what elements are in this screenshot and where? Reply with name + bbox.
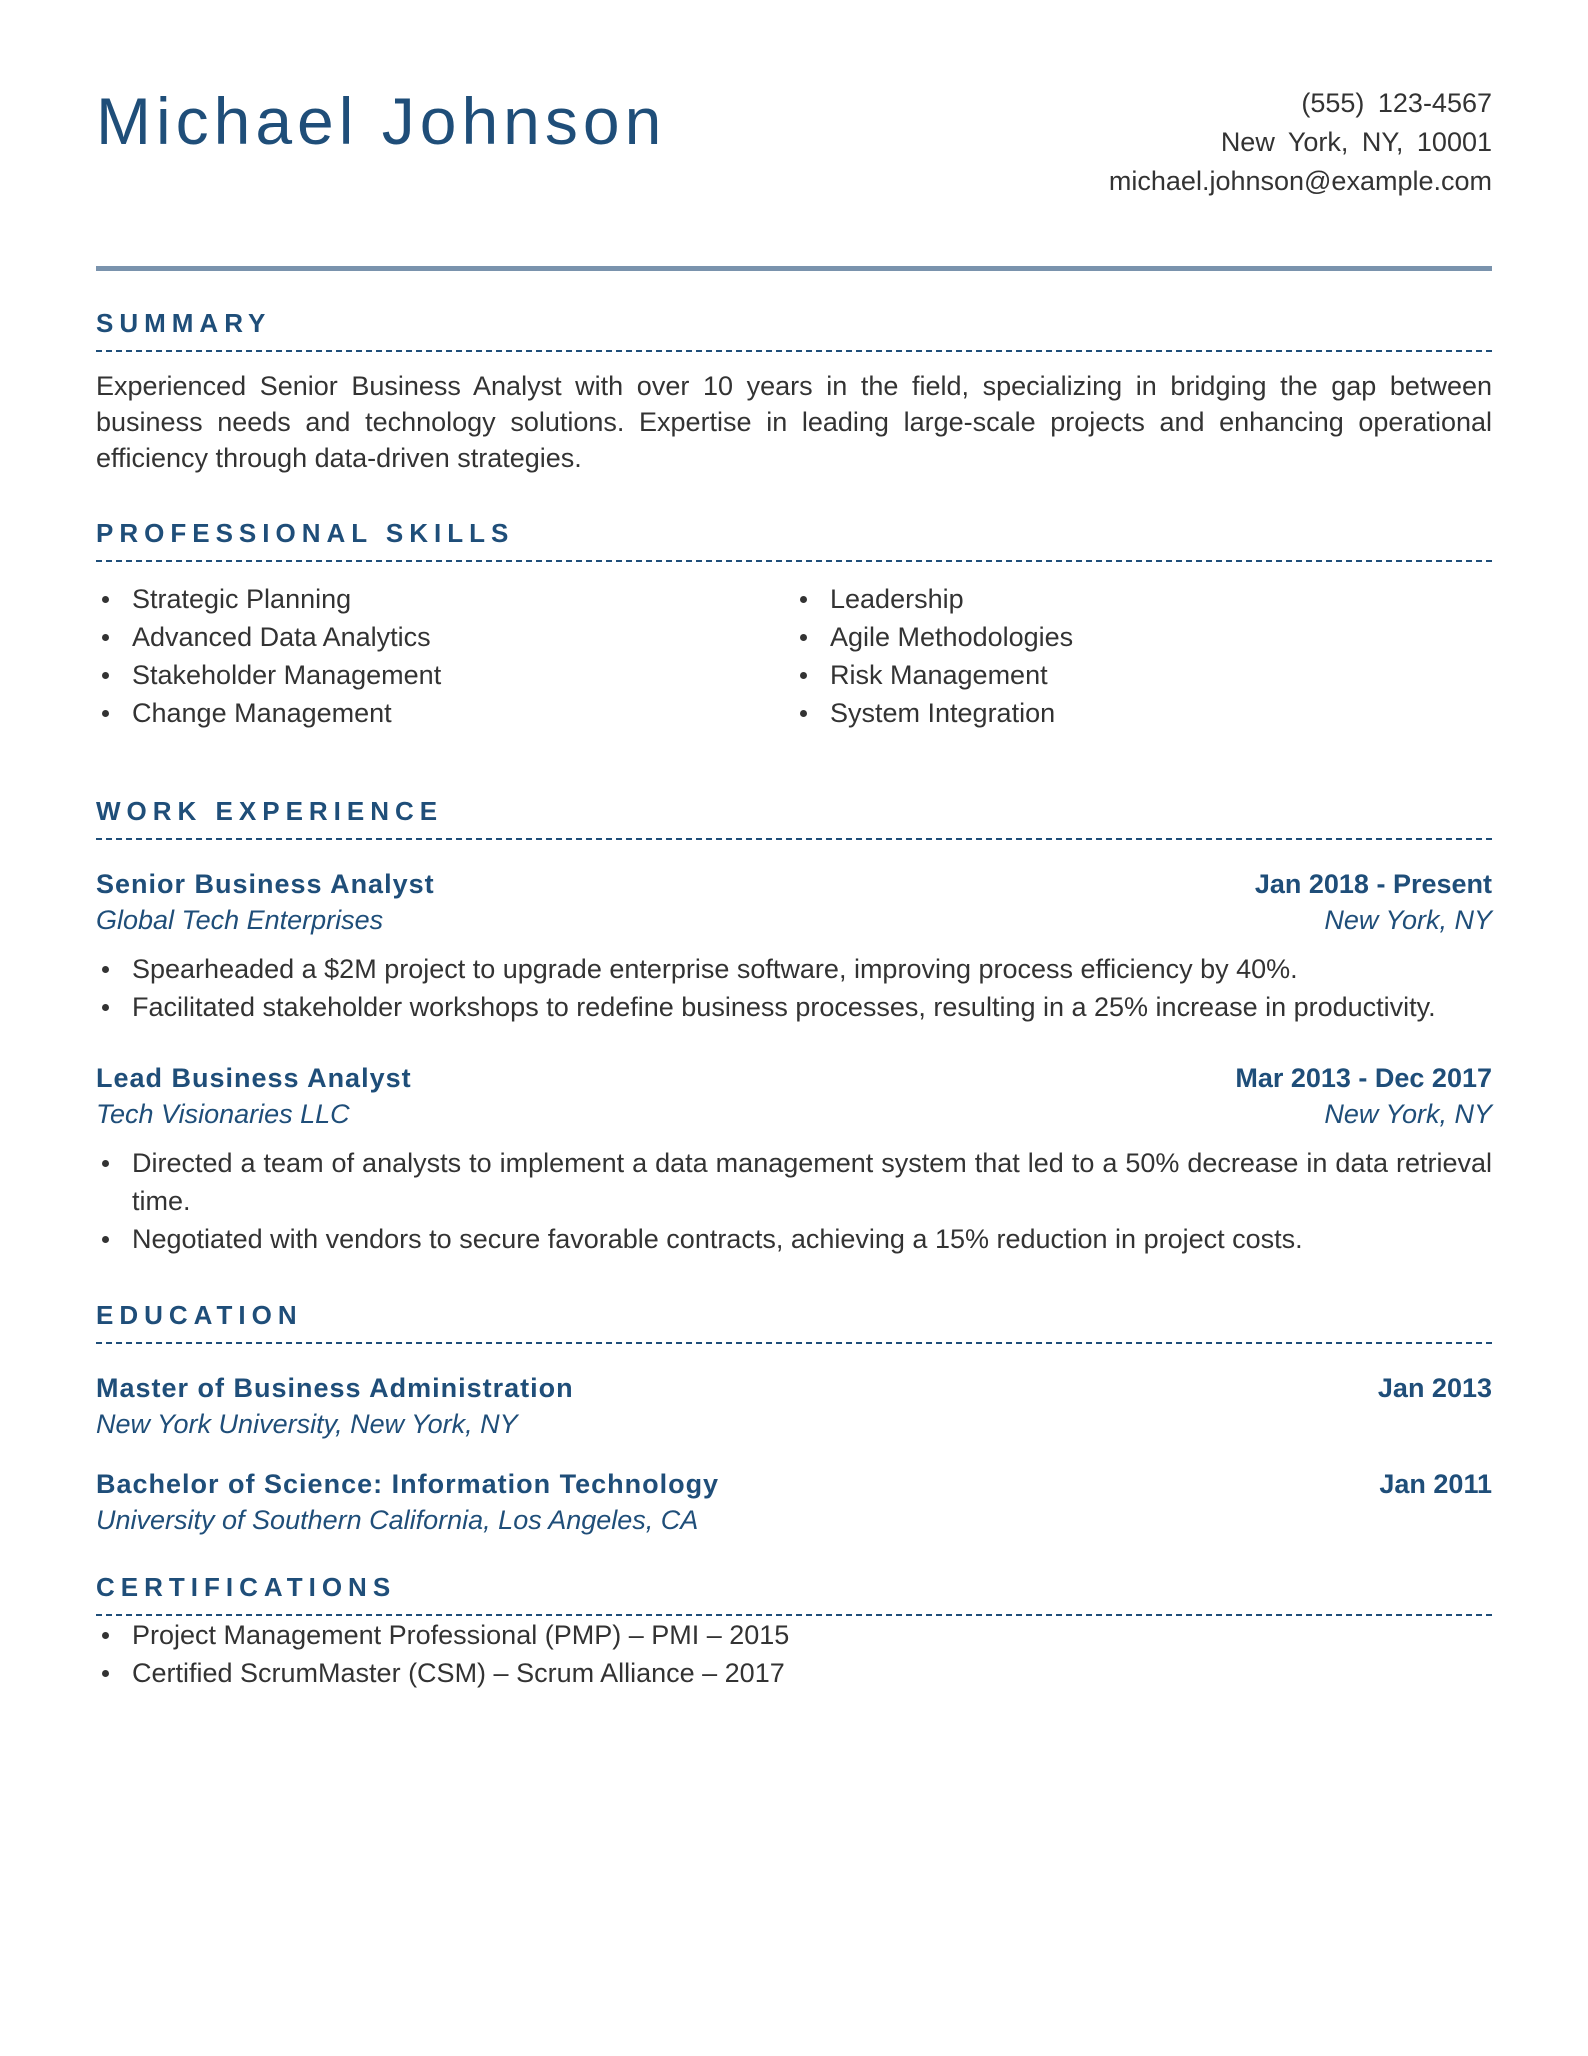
degree-entry — [96, 1466, 1492, 1538]
job-title: Lead Business Analyst — [96, 1063, 412, 1093]
job-company: Tech Visionaries LLC — [96, 1099, 350, 1129]
section-title-summary: SUMMARY — [96, 310, 1492, 352]
job-bullet: Facilitated stakeholder workshops to redefine business processes, resulting in a 25% increase in productivity. — [132, 988, 1492, 1026]
skill-item: Strategic Planning — [132, 580, 794, 618]
job-header-row — [96, 1060, 1492, 1096]
skill-item: System Integration — [830, 694, 1492, 732]
job-subheader-row — [96, 902, 1492, 938]
section-title-skills: PROFESSIONAL SKILLS — [96, 520, 1492, 562]
job-company: Global Tech Enterprises — [96, 905, 384, 935]
skills-column-right — [794, 580, 1492, 732]
job-bullet: Spearheaded a $2M project to upgrade enterprise software, improving process efficiency by 40%. — [132, 950, 1492, 988]
job-bullets — [96, 1144, 1492, 1258]
contact-info — [1109, 84, 1492, 201]
job-header-row — [96, 866, 1492, 902]
address: New York, NY, 10001 — [1220, 127, 1492, 157]
degree-header-row — [96, 1466, 1492, 1502]
degree-name: Bachelor of Science: Information Technology — [96, 1469, 720, 1499]
job-title: Senior Business Analyst — [96, 869, 435, 899]
summary-section — [96, 270, 1492, 476]
job-bullet: Directed a team of analysts to implement a data management system that led to a 50% decrease in data retrieval time. — [132, 1144, 1492, 1220]
work-experience-section — [96, 732, 1492, 1258]
degree-date: Jan 2013 — [1377, 1373, 1492, 1403]
skills-grid — [96, 580, 1492, 732]
job-subheader-row — [96, 1096, 1492, 1132]
email-address: michael.johnson@example.com — [1108, 166, 1492, 196]
skills-section — [96, 476, 1492, 732]
job-dates: Mar 2013 - Dec 2017 — [1235, 1063, 1492, 1093]
section-title-certifications: CERTIFICATIONS — [96, 1574, 1492, 1616]
job-entry — [96, 866, 1492, 1026]
certifications-section — [96, 1538, 1492, 1692]
skills-column-left — [96, 580, 794, 732]
summary-text: Experienced Senior Business Analyst with over 10 years in the field, specializing in bridging the gap between business needs and technology solutions. Expertise in leading large-scale projects and enhancing operational efficiency through data-driven strategies. — [96, 371, 1492, 473]
degree-school: New York University, New York, NY — [96, 1409, 518, 1439]
education-section — [96, 1258, 1492, 1538]
phone-number: (555) 123-4567 — [1301, 88, 1492, 118]
job-location: New York, NY — [1324, 1099, 1492, 1129]
header-divider — [96, 266, 1492, 271]
job-bullets — [96, 950, 1492, 1026]
resume-header — [96, 0, 1492, 270]
degree-entry — [96, 1370, 1492, 1442]
job-location: New York, NY — [1324, 905, 1492, 935]
degree-date: Jan 2011 — [1379, 1469, 1492, 1499]
certification-list — [96, 1616, 1492, 1692]
section-title-work: WORK EXPERIENCE — [96, 798, 1492, 840]
skill-item: Risk Management — [830, 656, 1492, 694]
skill-item: Stakeholder Management — [132, 656, 794, 694]
degree-school: University of Southern California, Los Angeles, CA — [96, 1505, 699, 1535]
certification-item: Project Management Professional (PMP) – PMI – 2015 — [132, 1616, 1492, 1654]
degree-header-row — [96, 1370, 1492, 1406]
job-bullet: Negotiated with vendors to secure favorable contracts, achieving a 15% reduction in project costs. — [132, 1220, 1492, 1258]
degree-name: Master of Business Administration — [96, 1373, 574, 1403]
skill-item: Change Management — [132, 694, 794, 732]
section-title-education: EDUCATION — [96, 1302, 1492, 1344]
certification-item: Certified ScrumMaster (CSM) – Scrum Alliance – 2017 — [132, 1654, 1492, 1692]
candidate-name: Michael Johnson — [96, 84, 667, 158]
job-dates: Jan 2018 - Present — [1254, 869, 1492, 899]
skill-item: Advanced Data Analytics — [132, 618, 794, 656]
job-entry — [96, 1060, 1492, 1258]
skill-item: Leadership — [830, 580, 1492, 618]
skill-item: Agile Methodologies — [830, 618, 1492, 656]
